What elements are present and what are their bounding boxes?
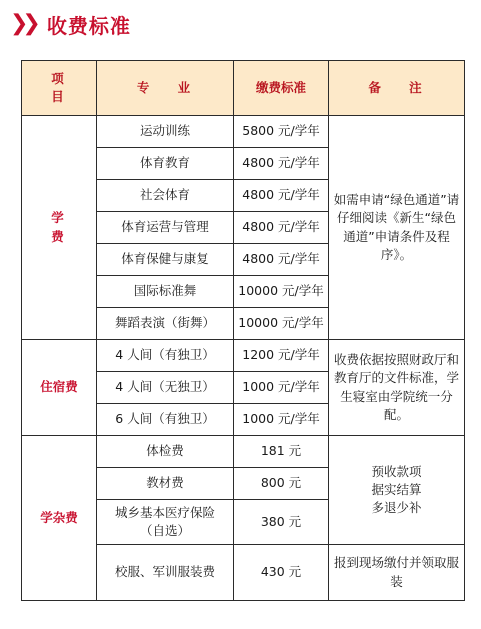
table-row bbox=[22, 340, 465, 372]
row-fee: 1200 元/学年 bbox=[234, 340, 329, 372]
table-header-row bbox=[22, 61, 465, 116]
row-item: 体育保健与康复 bbox=[97, 244, 234, 276]
double-chevron-icon: ❯❯ bbox=[10, 11, 35, 36]
row-item: 体育运营与管理 bbox=[97, 212, 234, 244]
row-fee: 4800 元/学年 bbox=[234, 148, 329, 180]
row-fee: 181 元 bbox=[234, 436, 329, 468]
row-fee: 380 元 bbox=[234, 500, 329, 545]
header-remarks: 备 注 bbox=[329, 61, 465, 116]
row-item: 教材费 bbox=[97, 468, 234, 500]
section-heading bbox=[10, 7, 131, 41]
note-lodging: 收费依据按照财政厅和教育厅的文件标准，学生寝室由学院统一分配。 bbox=[329, 340, 465, 436]
row-fee: 10000 元/学年 bbox=[234, 308, 329, 340]
row-item: 社会体育 bbox=[97, 180, 234, 212]
row-item bbox=[97, 500, 234, 545]
row-item: 体检费 bbox=[97, 436, 234, 468]
row-fee: 4800 元/学年 bbox=[234, 244, 329, 276]
header-category: 项 目 bbox=[22, 61, 97, 116]
row-fee: 4800 元/学年 bbox=[234, 180, 329, 212]
note-tuition: 如需申请“绿色通道”请仔细阅读《新生“绿色通道”申请条件及程序》。 bbox=[329, 116, 465, 340]
category-tuition: 学 费 bbox=[22, 116, 97, 340]
row-fee: 430 元 bbox=[234, 545, 329, 601]
header-fee: 缴费标准 bbox=[234, 61, 329, 116]
row-fee: 10000 元/学年 bbox=[234, 276, 329, 308]
table-row bbox=[22, 116, 465, 148]
page-title: 收费标准 bbox=[46, 13, 131, 38]
row-item-line1: 城乡基本医疗保险 bbox=[114, 504, 215, 520]
row-item: 校服、军训服装费 bbox=[97, 545, 234, 601]
row-fee: 5800 元/学年 bbox=[234, 116, 329, 148]
note-uniform: 报到现场缴付并领取服装 bbox=[329, 545, 465, 601]
category-lodging: 住宿费 bbox=[22, 340, 97, 436]
row-fee: 4800 元/学年 bbox=[234, 212, 329, 244]
row-item: 6 人间（有独卫） bbox=[97, 404, 234, 436]
fee-table bbox=[21, 60, 465, 601]
row-fee: 800 元 bbox=[234, 468, 329, 500]
row-item-line2: （自选） bbox=[139, 523, 190, 538]
row-item: 舞蹈表演（街舞） bbox=[97, 308, 234, 340]
row-item: 4 人间（无独卫） bbox=[97, 372, 234, 404]
row-item: 运动训练 bbox=[97, 116, 234, 148]
row-item: 国际标准舞 bbox=[97, 276, 234, 308]
row-fee: 1000 元/学年 bbox=[234, 404, 329, 436]
note-misc: 预收款项 据实结算 多退少补 bbox=[329, 436, 465, 545]
row-item: 体育教育 bbox=[97, 148, 234, 180]
row-fee: 1000 元/学年 bbox=[234, 372, 329, 404]
table-row bbox=[22, 436, 465, 468]
header-major: 专 业 bbox=[97, 61, 234, 116]
row-item: 4 人间（有独卫） bbox=[97, 340, 234, 372]
category-misc: 学杂费 bbox=[22, 436, 97, 601]
